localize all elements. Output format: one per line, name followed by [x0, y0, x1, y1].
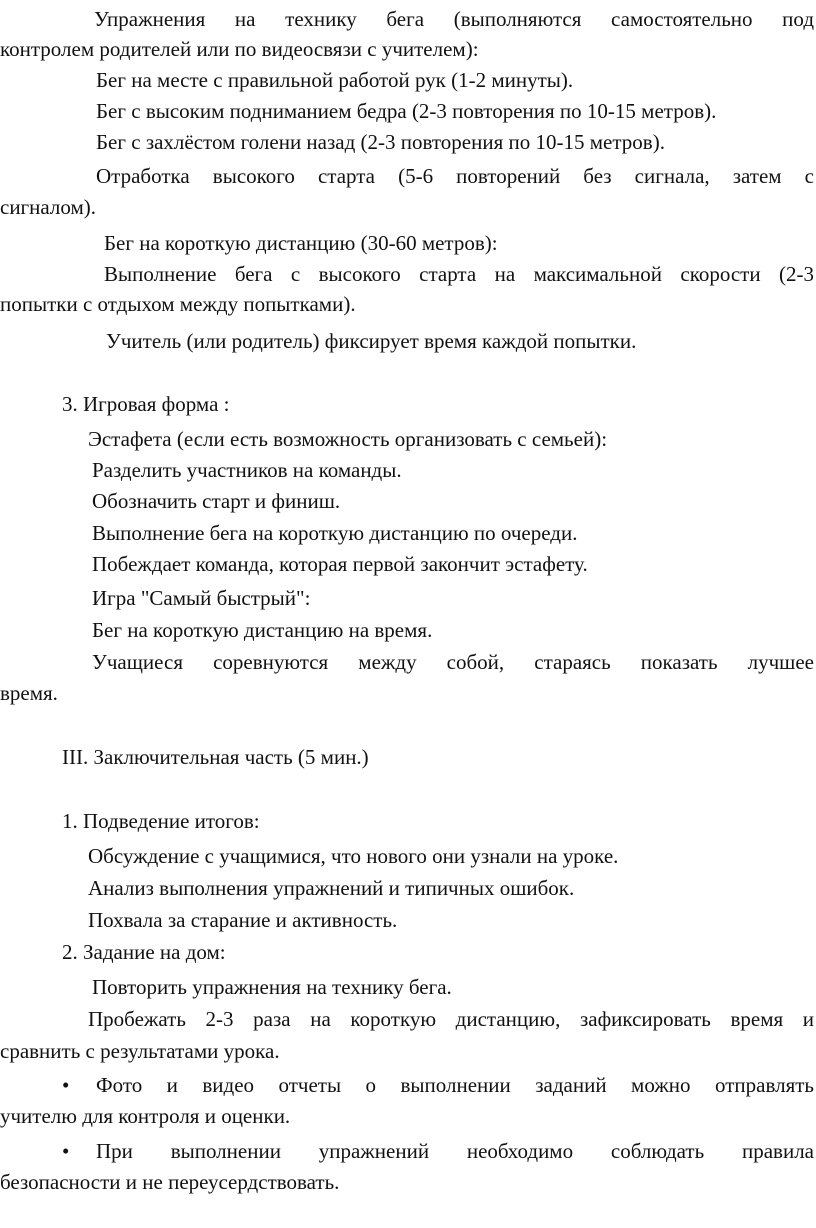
short-distance-timing: Учитель (или родитель) фиксирует время каждой попытки.	[106, 329, 637, 353]
relay-step-1: Разделить участников на команды.	[92, 458, 402, 482]
summary-item-1: Обсуждение с учащимися, что нового они узнали на уроке.	[88, 844, 619, 868]
summary-item-3: Похвала за старание и активность.	[88, 908, 398, 932]
start-practice-line-1: Отработка высокого старта (5-6 повторений без сигнала, затем с	[96, 164, 814, 188]
relay-step-4: Побеждает команда, которая первой закончит эстафету.	[92, 552, 588, 576]
game-run: Бег на короткую дистанцию на время.	[92, 618, 433, 642]
relay-step-3: Выполнение бега на короткую дистанцию по очереди.	[92, 521, 578, 545]
game-form-heading: 3. Игровая форма :	[62, 392, 230, 416]
note-safety-line-1	[0, 1136, 814, 1166]
final-part-heading: III. Заключительная часть (5 мин.)	[62, 745, 369, 769]
compete-line-2: время.	[0, 681, 58, 705]
homework-run-line-2: сравнить с результатами урока.	[0, 1039, 280, 1063]
note-safety-text: При выполнении упражнений необходимо соблюдать правила	[96, 1139, 814, 1163]
note-safety-line-2: безопасности и не переусердствовать.	[0, 1170, 340, 1194]
relay-step-2: Обозначить старт и финиш.	[92, 489, 341, 513]
summary-item-2: Анализ выполнения упражнений и типичных ошибок.	[88, 876, 575, 900]
compete-line-1: Учащиеся соревнуются между собой, стараясь показать лучшее	[92, 650, 814, 674]
bullet-glyph: •	[62, 1139, 70, 1163]
technique-item-3: Бег с захлёстом голени назад (2-3 повторения по 10-15 метров).	[96, 130, 665, 154]
short-distance-run-line-1: Выполнение бега с высокого старта на максимальной скорости (2-3	[104, 262, 814, 286]
note-report-text: Фото и видео отчеты о выполнении заданий можно отправлять	[96, 1073, 814, 1097]
technique-item-1: Бег на месте с правильной работой рук (1-2 минуты).	[96, 68, 574, 92]
game-title: Игра "Самый быстрый":	[92, 586, 311, 610]
note-report-line-1	[0, 1070, 814, 1100]
homework-run-line-1: Пробежать 2-3 раза на короткую дистанцию, зафиксировать время и	[88, 1007, 814, 1031]
start-practice-line-2: сигналом).	[0, 195, 97, 219]
short-distance-run-line-2: попытки с отдыхом между попытками).	[0, 292, 356, 316]
intro-line-1: Упражнения на технику бега (выполняются самостоятельно под	[94, 7, 814, 31]
relay-title: Эстафета (если есть возможность организовать с семьей):	[88, 427, 608, 451]
short-distance-title: Бег на короткую дистанцию (30-60 метров):	[104, 231, 498, 255]
bullet-glyph: •	[62, 1073, 70, 1097]
note-report-line-2: учителю для контроля и оценки.	[0, 1104, 291, 1128]
homework-repeat: Повторить упражнения на технику бега.	[92, 975, 452, 999]
homework-heading: 2. Задание на дом:	[62, 940, 226, 964]
summary-heading: 1. Подведение итогов:	[62, 809, 260, 833]
intro-line-2: контролем родителей или по видеосвязи с учителем):	[0, 37, 479, 61]
technique-item-2: Бег с высоким подниманием бедра (2-3 повторения по 10-15 метров).	[96, 99, 717, 123]
